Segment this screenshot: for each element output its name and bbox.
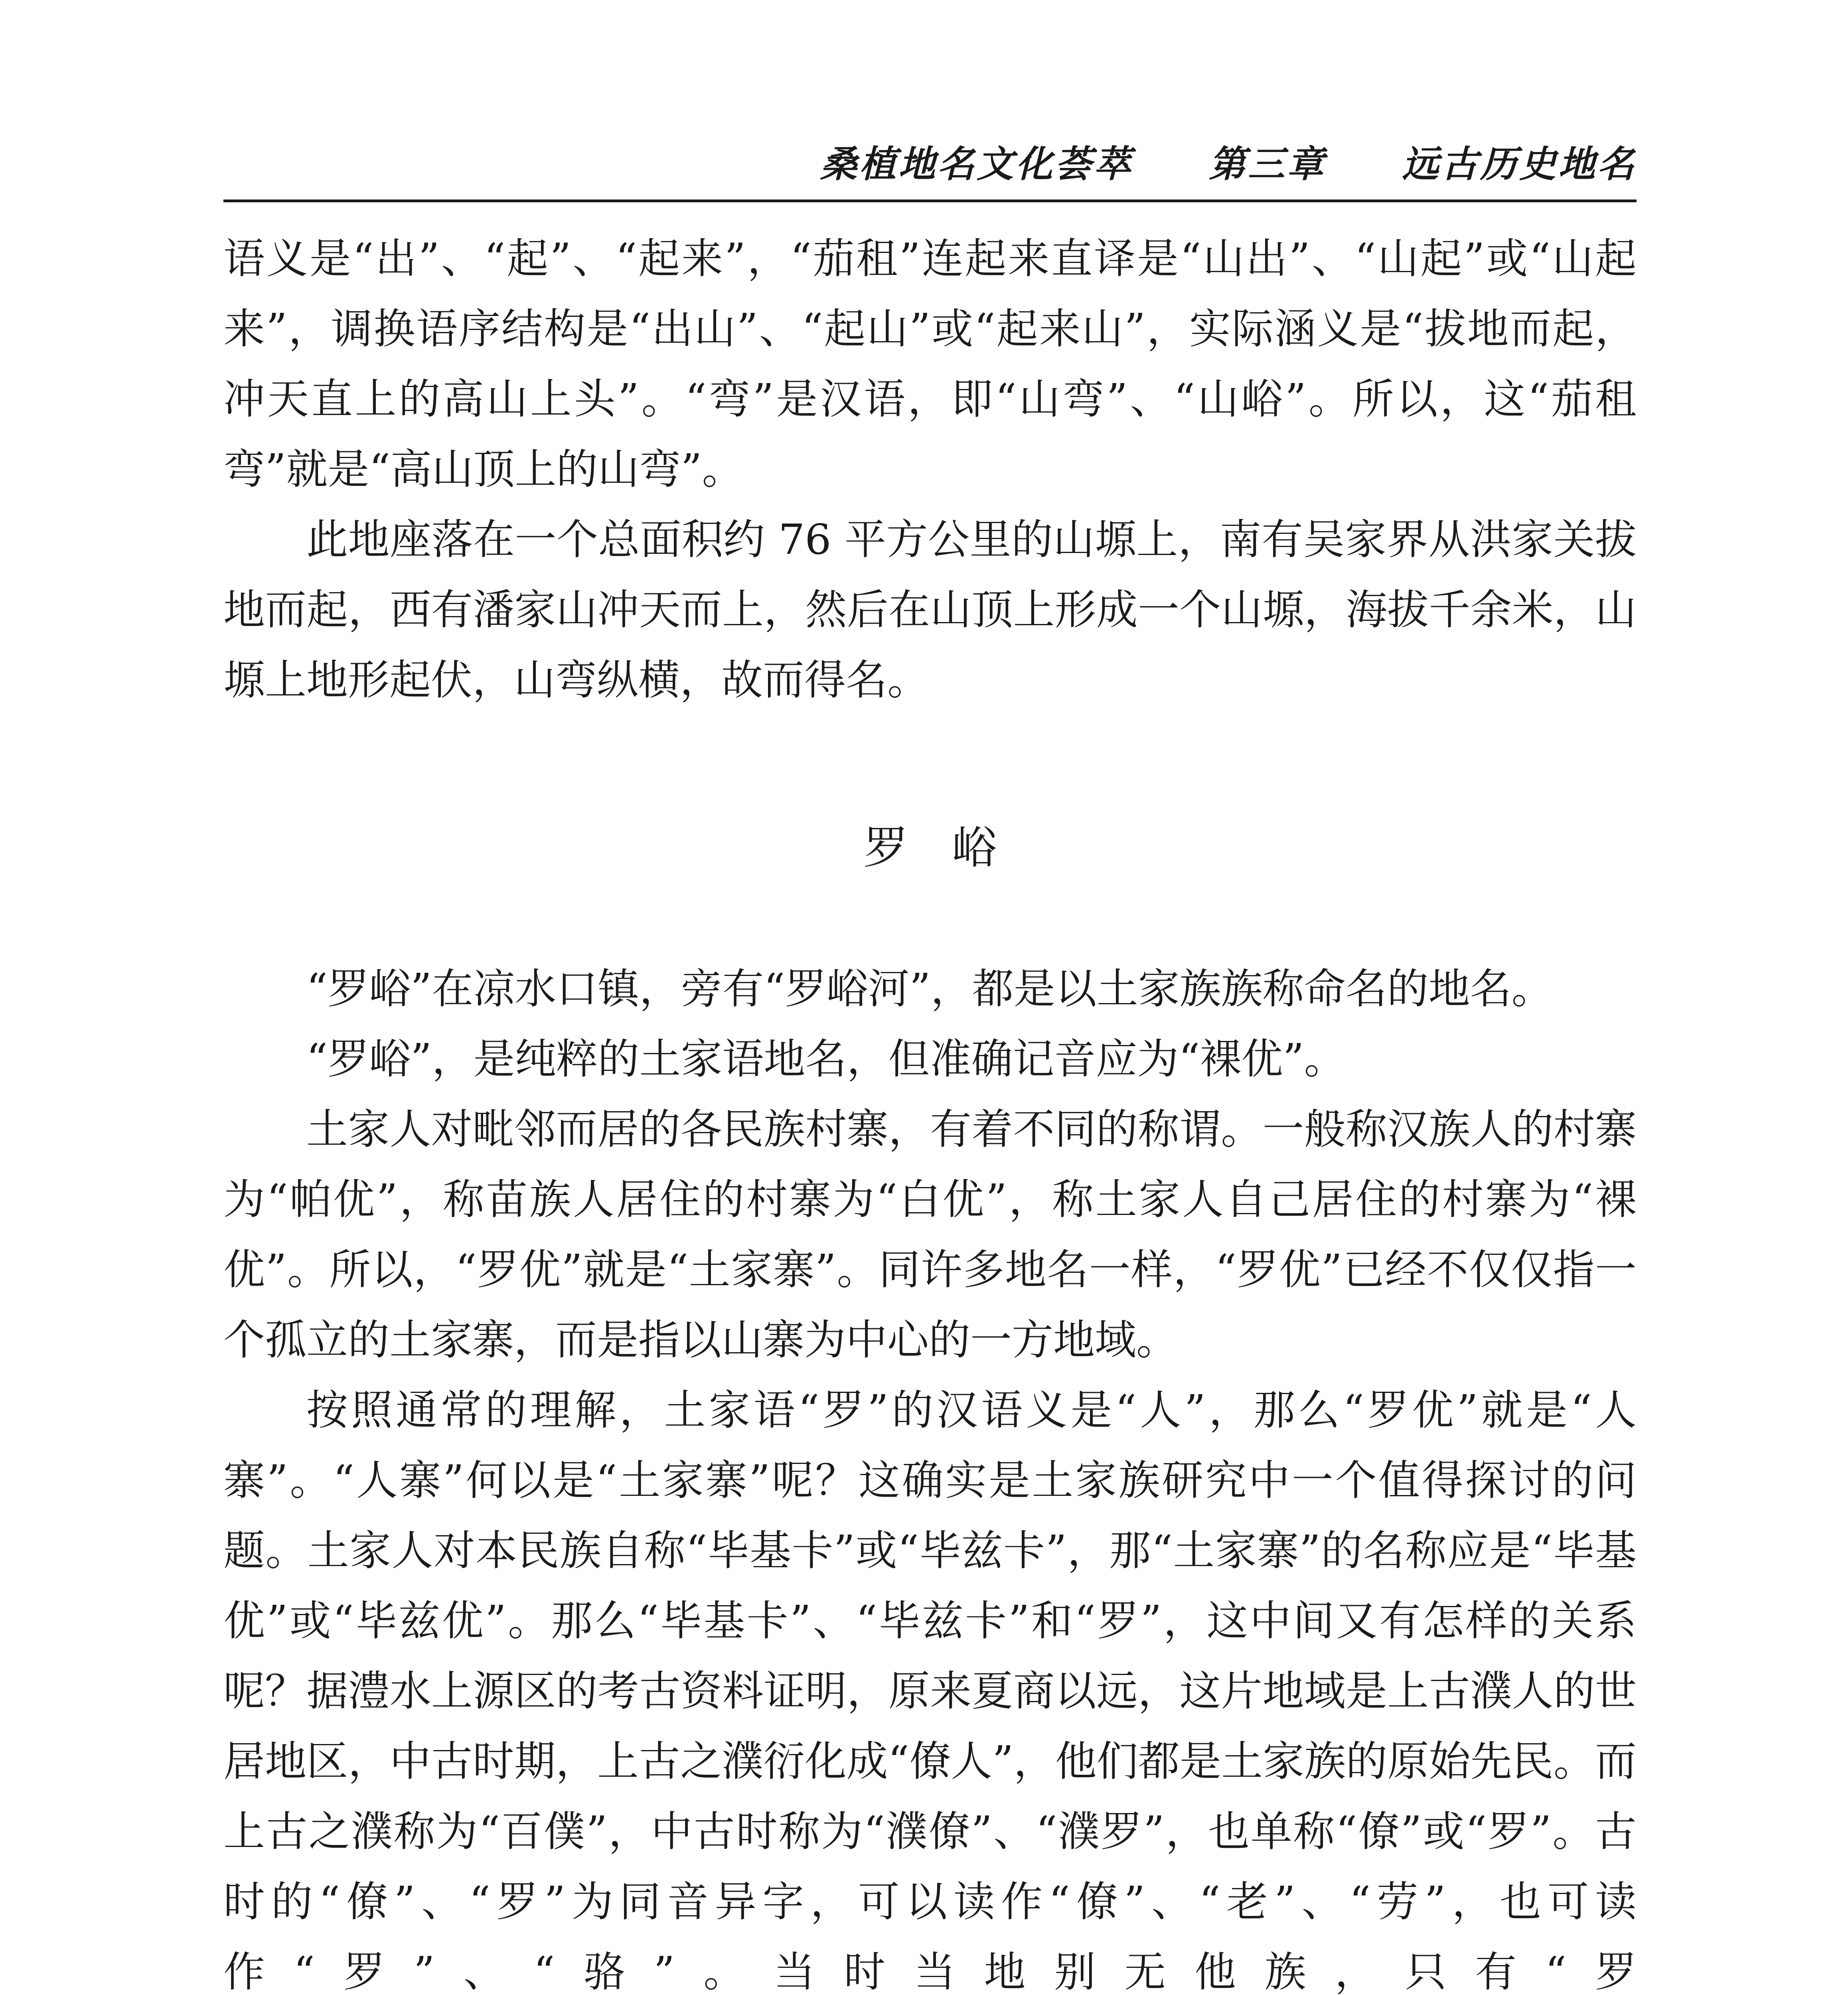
section-body [223, 954, 1637, 1995]
paragraph: 按照通常的理解，土家语“罗”的汉语义是“人”，那么“罗优”就是“人寨”。“人寨”何以是“土家寨”呢？这确实是土家族研究中一个值得探讨的问题。土家人对本民族自称“毕基卡”或“毕兹卡”，那“土家寨”的名称应是“毕基优”或“毕兹优”。那么“毕基卡”、“毕兹卡”和“罗”，这中间又有怎样的关系呢？据澧水上源区的考古资料证明，原来夏商以远，这片地域是上古濮人的世居地区，中古时期，上古之濮衍化成“僚人”，他们都是土家族的原始先民。而上古之濮称为“百僕”，中古时称为“濮僚”、“濮罗”，也单称“僚”或“罗”。古时的“僚”、“罗”为同音异字，可以读作“僚”、“老”、“劳”，也可读作“罗”、“骆”。当时当地别无他族，只有“罗 [223, 1386, 1637, 1995]
paragraph: “罗峪”在凉水口镇，旁有“罗峪河”，都是以土家族族称命名的地名。 [306, 964, 1553, 1013]
paragraph: 语义是“出”、“起”、“起来”，“茄租”连起来直译是“山出”、“山起”或“山起来”，调换语序结构是“出山”、“起山”或“起来山”，实际涵义是“拔地而起，冲天直上的高山上头”。“弯”是汉语，即“山弯”、“山峪”。所以，这“茄租弯”就是“高山顶上的山弯”。 [223, 234, 1637, 494]
paragraph: “罗峪”，是纯粹的土家语地名，但准确记音应为“裸优”。 [306, 1035, 1346, 1083]
section-title: 罗峪 [863, 822, 1040, 874]
paragraph: 土家人对毗邻而居的各民族村寨，有着不同的称谓。一般称汉族人的村寨为“帕优”，称苗族人居住的村寨为“白优”，称土家人自己居住的村寨为“裸优”。所以，“罗优”就是“土家寨”。同许多地名一样，“罗优”已经不仅仅指一个孤立的土家寨，而是指以山寨为中心的一方地域。 [223, 1105, 1637, 1364]
paragraph: 此地座落在一个总面积约 76 平方公里的山塬上，南有吴家界从洪家关拔地而起，西有潘家山冲天而上，然后在山顶上形成一个山塬，海拔千余米，山塬上地形起伏，山弯纵横，故而得名。 [223, 515, 1637, 704]
header-chapter: 第三章 [1208, 143, 1326, 186]
continued-text [223, 223, 1637, 715]
running-header [223, 132, 1637, 202]
header-chapter-title: 远古历史地名 [1402, 143, 1637, 186]
header-book-title: 桑植地名文化荟萃 [820, 143, 1133, 186]
